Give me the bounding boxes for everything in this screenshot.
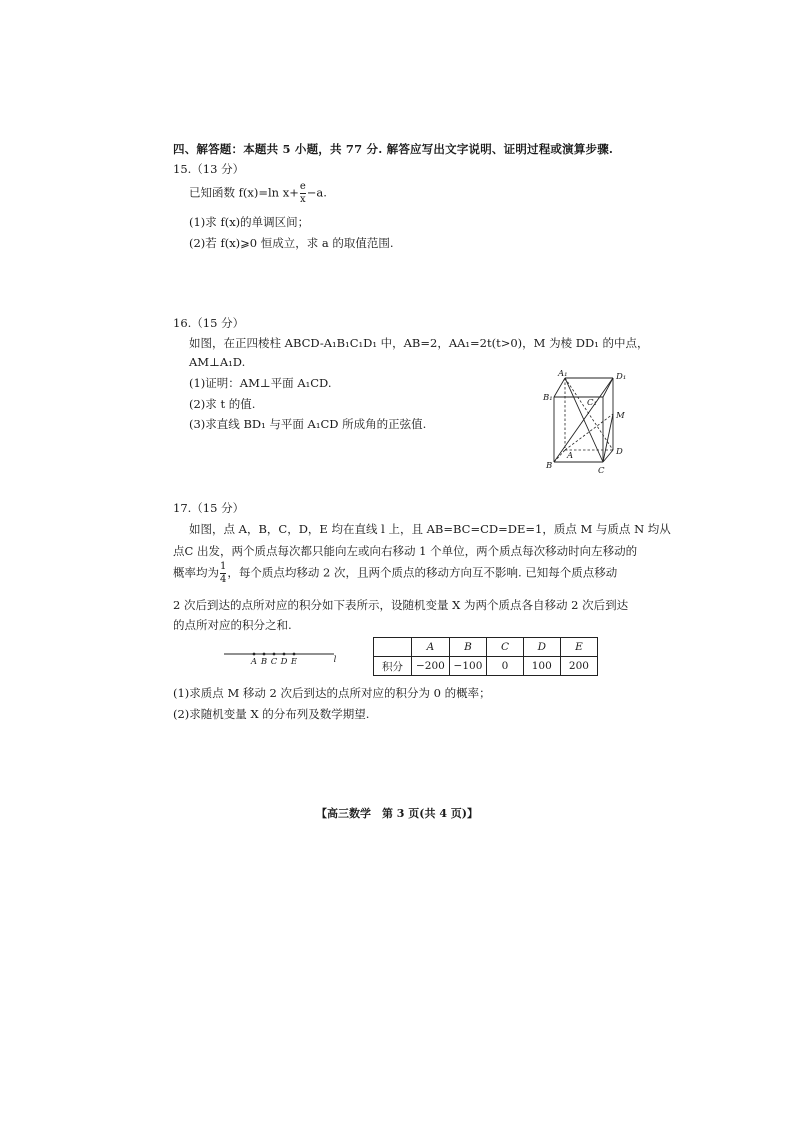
- table-cell: −100: [449, 657, 487, 676]
- table-cell: A: [412, 638, 450, 657]
- q17-line4: 2 次后到达的点所对应的积分如下表所示，设随机变量 X 为两个质点各自移动 2 次后到达: [173, 598, 629, 612]
- table-cell: E: [560, 638, 597, 657]
- q17-line3: [173, 562, 617, 585]
- q16-part1: (1)证明：AM⊥平面 A₁CD.: [189, 376, 332, 390]
- label-A: A: [567, 451, 574, 461]
- q16-heading: 16.（15 分）: [173, 316, 245, 330]
- label-D1: D₁: [616, 372, 627, 382]
- table-cell: 积分: [374, 657, 412, 676]
- q15-heading: 15.（13 分）: [173, 162, 245, 176]
- point-label-E: E: [290, 657, 298, 666]
- table-cell: B: [449, 638, 487, 657]
- q17-line5: 的点所对应的积分之和.: [173, 618, 292, 632]
- section-header: 四、解答题：本题共 5 小题，共 77 分. 解答应写出文字说明、证明过程或演算步骤.: [173, 142, 614, 156]
- label-C1: C₁: [587, 398, 597, 408]
- table-cell: C: [487, 638, 523, 657]
- q15-part2: (2)若 f(x)⩾0 恒成立，求 a 的取值范围.: [189, 236, 394, 250]
- q17-line2: 点C 出发，两个质点每次都只能向左或向右移动 1 个单位，两个质点每次移动时向左移动的: [173, 544, 638, 558]
- number-line-figure: [222, 644, 352, 666]
- q17-part1: (1)求质点 M 移动 2 次后到达的点所对应的积分为 0 的概率；: [173, 686, 491, 700]
- q17-line3-suffix: ，每个质点均移动 2 次，且两个质点的移动方向互不影响. 已知每个质点移动: [227, 565, 618, 580]
- q16-part2: (2)求 t 的值.: [189, 397, 256, 411]
- point-label-D: D: [280, 657, 288, 666]
- page-footer: 【高三数学 第 3 页(共 4 页)】: [315, 807, 479, 820]
- label-D: D: [616, 447, 623, 457]
- table-cell: [374, 638, 412, 657]
- q15-intro: [189, 182, 327, 205]
- table-header-row: [374, 638, 598, 657]
- table-row: [374, 657, 598, 676]
- point-label-A: A: [250, 657, 258, 666]
- q17-frac-den: 4: [220, 574, 227, 585]
- q15-intro-prefix: 已知函数 f(x)=ln x+: [189, 185, 299, 200]
- q15-frac-den: x: [300, 194, 306, 205]
- line-label-l: l: [333, 655, 337, 665]
- label-C: C: [598, 466, 605, 476]
- q15-part1: (1)求 f(x)的单调区间；: [189, 215, 310, 229]
- q17-line1: 如图，点 A，B，C，D，E 均在直线 l 上，且 AB=BC=CD=DE=1，质点 M 与质点 N 均从: [189, 522, 671, 536]
- table-cell: −200: [412, 657, 450, 676]
- q17-line3-prefix: 概率均为: [173, 565, 219, 580]
- table-cell: D: [523, 638, 560, 657]
- prism-figure: [540, 370, 640, 480]
- q16-line2: AM⊥A₁D.: [189, 355, 246, 369]
- label-B: B: [546, 461, 553, 471]
- q17-part2: (2)求随机变量 X 的分布列及数学期望.: [173, 707, 370, 721]
- q17-heading: 17.（15 分）: [173, 501, 245, 515]
- label-M: M: [616, 411, 625, 421]
- table-cell: 0: [487, 657, 523, 676]
- point-label-C: C: [270, 657, 278, 666]
- q17-frac-num: 1: [220, 561, 227, 572]
- label-B1: B₁: [543, 393, 553, 403]
- q15-intro-suffix: −a.: [306, 185, 327, 200]
- q16-line1: 如图，在正四棱柱 ABCD-A₁B₁C₁D₁ 中，AB=2，AA₁=2t(t>0)，M 为棱 DD₁ 的中点，: [189, 336, 649, 350]
- label-A1: A₁: [558, 370, 568, 379]
- score-table: [373, 637, 598, 676]
- q15-fraction: [300, 182, 306, 205]
- table-cell: 100: [523, 657, 560, 676]
- table-cell: 200: [560, 657, 597, 676]
- q15-frac-num: e: [299, 181, 306, 192]
- point-label-B: B: [260, 657, 268, 666]
- q17-fraction: [220, 562, 226, 585]
- q16-part3: (3)求直线 BD₁ 与平面 A₁CD 所成角的正弦值.: [189, 417, 427, 431]
